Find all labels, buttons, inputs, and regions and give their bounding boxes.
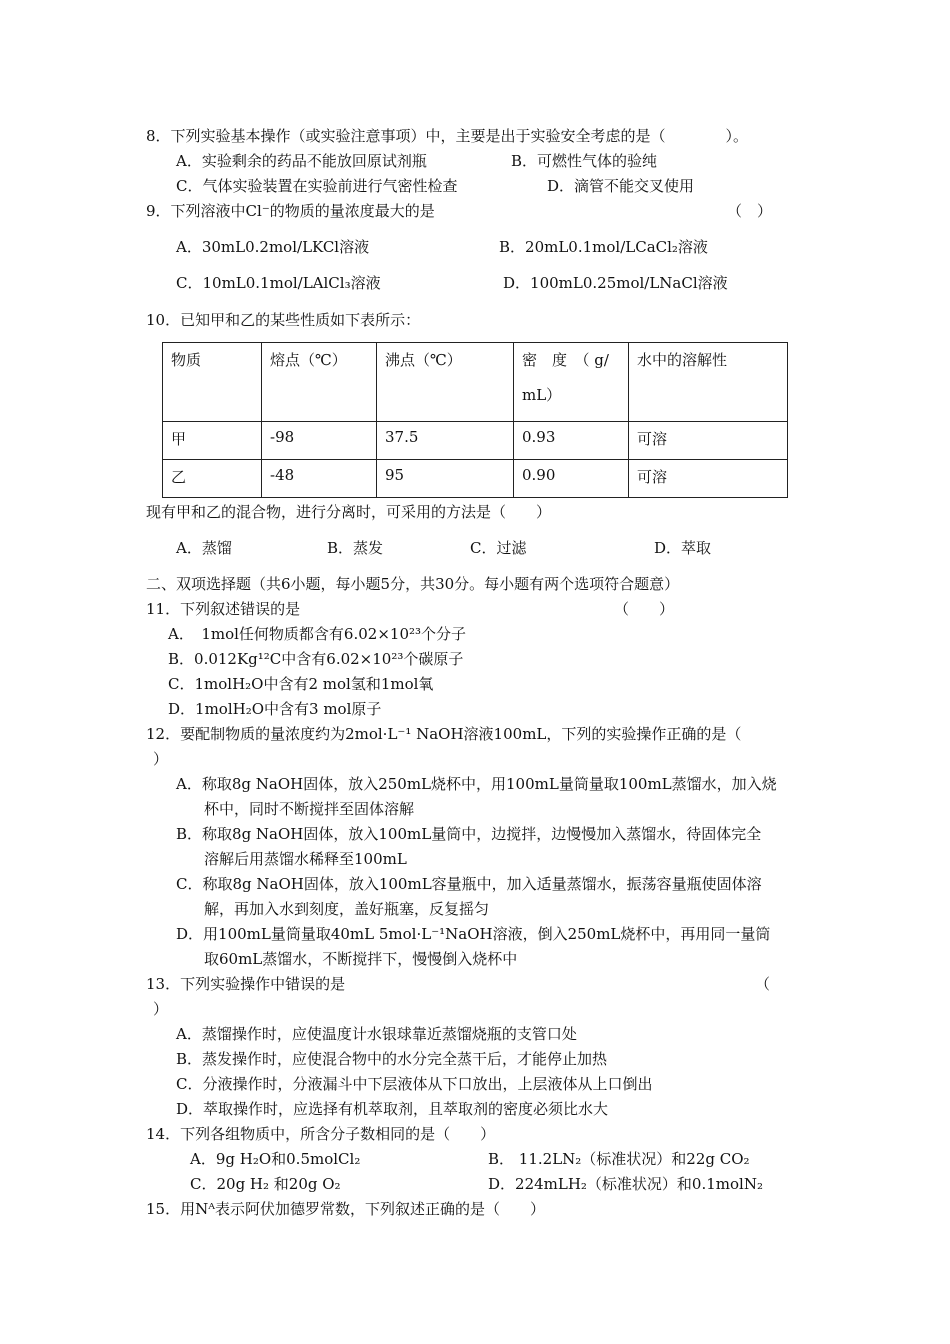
header-boiling-point: 沸点（℃）: [377, 343, 514, 422]
q13-paren-open: （: [755, 975, 771, 993]
cell-solubility: 可溶: [629, 460, 788, 498]
q13-option-c: C．分液操作时，分液漏斗中下层液体从下口放出，上层液体从上口倒出: [176, 1075, 653, 1093]
q10-option-b: B．蒸发: [327, 539, 384, 557]
q10-option-c: C．过滤: [470, 539, 527, 557]
q11-stem: 11．下列叙述错误的是: [146, 600, 301, 618]
q9-answer-paren: （ ）: [727, 202, 773, 220]
q12-option-d: D．用100mL量筒量取40mL 5mol·L⁻¹NaOH溶液，倒入250mL烧杯中，再用同一量筒: [176, 925, 771, 943]
q10-stem: 10．已知甲和乙的某些性质如下表所示：: [146, 311, 421, 329]
q13-option-d: D．萃取操作时，应选择有机萃取剂，且萃取剂的密度必须比水大: [176, 1100, 609, 1118]
section-heading: 二、双项选择题（共6小题，每小题5分，共30分。每小题有两个选项符合题意）: [146, 575, 680, 593]
table-header-row: [163, 343, 788, 422]
q14-option-c: C．20g H₂ 和20g O₂: [190, 1175, 341, 1193]
cell-solubility: 可溶: [629, 422, 788, 460]
q11-answer-paren: （ ）: [614, 600, 675, 618]
q14-option-a: A．9g H₂O和0.5molCl₂: [190, 1150, 361, 1168]
cell-melting-point: -48: [262, 460, 377, 498]
q10-followup: 现有甲和乙的混合物，进行分离时，可采用的方法是（ ）: [146, 503, 552, 521]
q10-option-a: A．蒸馏: [176, 539, 232, 557]
q12-option-a-cont: 杯中，同时不断搅拌至固体溶解: [204, 800, 415, 818]
q12-option-b: B．称取8g NaOH固体，放入100mL量筒中，边搅拌，边慢慢加入蒸馏水，待固体完全: [176, 825, 762, 843]
table-row: [163, 460, 788, 498]
q14-stem: 14．下列各组物质中，所含分子数相同的是（ ）: [146, 1125, 496, 1143]
q9-option-d: D．100mL0.25mol/LNaCl溶液: [503, 274, 728, 292]
q12-stem: 12．要配制物质的量浓度约为2mol·L⁻¹ NaOH溶液100mL，下列的实验操作正确的是（: [146, 725, 742, 743]
table-row: [163, 422, 788, 460]
q12-stem-close: ）: [153, 750, 169, 768]
q14-option-d: D．224mLH₂（标准状况）和0.1molN₂: [488, 1175, 763, 1193]
cell-boiling-point: 37.5: [377, 422, 514, 460]
header-solubility: 水中的溶解性: [629, 343, 788, 422]
header-substance: 物质: [163, 343, 262, 422]
properties-table: [162, 342, 788, 498]
q9-stem: 9．下列溶液中Cl⁻的物质的量浓度最大的是: [146, 202, 435, 220]
q8-stem: 8．下列实验基本操作（或实验注意事项）中，主要是出于实验安全考虑的是（ ）。: [146, 127, 749, 145]
q9-option-a: A．30mL0.2mol/LKCl溶液: [176, 238, 370, 256]
header-density-line2: mL）: [522, 386, 562, 404]
q11-option-b: B．0.012Kg¹²C中含有6.02×10²³个碳原子: [168, 650, 464, 668]
q13-option-a: A．蒸馏操作时，应使温度计水银球靠近蒸馏烧瓶的支管口处: [176, 1025, 577, 1043]
q8-option-b: B．可燃性气体的验纯: [511, 152, 658, 170]
header-density-line1: 密 度 （ g/: [522, 351, 609, 369]
q9-option-b: B．20mL0.1mol/LCaCl₂溶液: [499, 238, 708, 256]
q11-option-c: C．1molH₂O中含有2 mol氢和1mol氧: [168, 675, 434, 693]
q14-option-b: B． 11.2LN₂（标准状况）和22g CO₂: [488, 1150, 750, 1168]
q8-option-c: C．气体实验装置在实验前进行气密性检查: [176, 177, 458, 195]
q11-option-d: D．1molH₂O中含有3 mol原子: [168, 700, 382, 718]
cell-density: 0.93: [514, 422, 629, 460]
cell-density: 0.90: [514, 460, 629, 498]
q8-option-a: A．实验剩余的药品不能放回原试剂瓶: [176, 152, 427, 170]
q10-option-d: D．萃取: [654, 539, 712, 557]
q13-stem: 13．下列实验操作中错误的是: [146, 975, 346, 993]
cell-melting-point: -98: [262, 422, 377, 460]
q12-option-a: A．称取8g NaOH固体，放入250mL烧杯中，用100mL量筒量取100mL蒸馏水，加入烧: [176, 775, 777, 793]
q9-option-c: C．10mL0.1mol/LAlCl₃溶液: [176, 274, 381, 292]
q12-option-d-cont: 取60mL蒸馏水，不断搅拌下，慢慢倒入烧杯中: [204, 950, 518, 968]
q12-option-b-cont: 溶解后用蒸馏水稀释至100mL: [204, 850, 407, 868]
q12-option-c: C．称取8g NaOH固体，放入100mL容量瓶中，加入适量蒸馏水，振荡容量瓶使固体溶: [176, 875, 762, 893]
q11-option-a: A． 1mol任何物质都含有6.02×10²³个分子: [168, 625, 467, 643]
q12-option-c-cont: 解，再加入水到刻度，盖好瓶塞，反复摇匀: [204, 900, 490, 918]
header-density: [514, 343, 629, 422]
cell-substance: 乙: [163, 460, 262, 498]
q15-stem: 15．用Nᴬ表示阿伏加德罗常数，下列叙述正确的是（ ）: [146, 1200, 546, 1218]
q8-option-d: D．滴管不能交叉使用: [547, 177, 695, 195]
cell-boiling-point: 95: [377, 460, 514, 498]
q13-paren-close: ）: [153, 1000, 169, 1018]
q13-option-b: B．蒸发操作时，应使混合物中的水分完全蒸干后，才能停止加热: [176, 1050, 608, 1068]
cell-substance: 甲: [163, 422, 262, 460]
header-melting-point: 熔点（℃）: [262, 343, 377, 422]
